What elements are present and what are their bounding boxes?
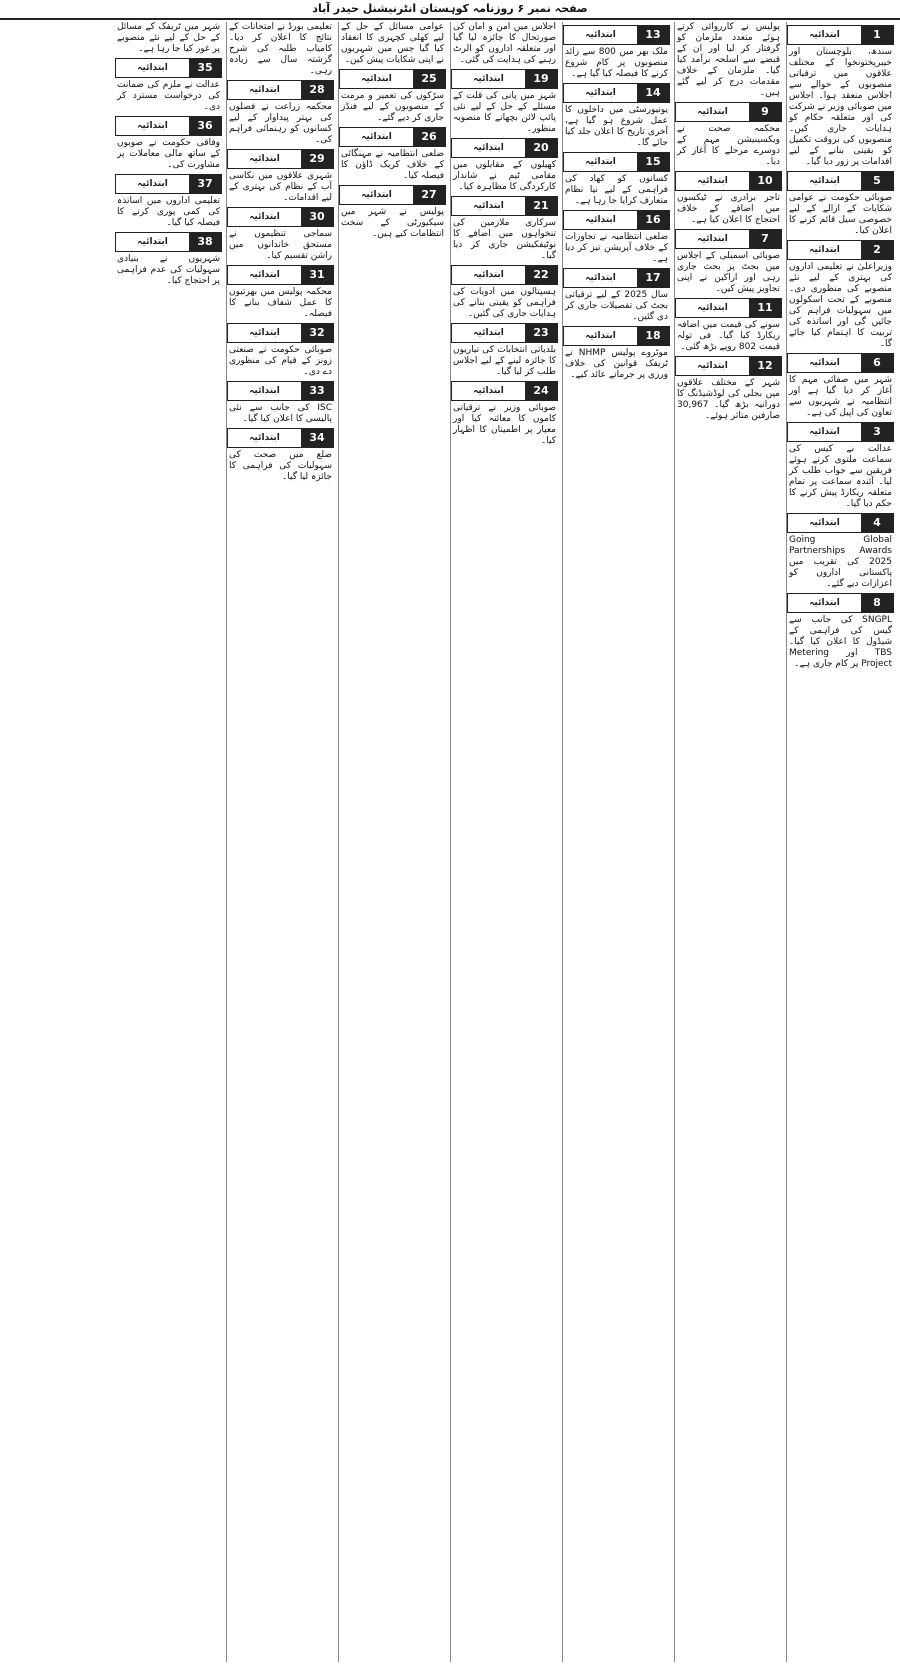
column-c3 [562,22,670,1662]
article-number-badge: 6 [861,354,893,372]
article-number-badge: 5 [861,172,893,190]
article-text: صوبائی حکومت نے صنعتی زونز کے قیام کی منظوری دے دی۔ [229,345,332,377]
article-header [227,207,334,227]
article-number-badge: 15 [637,153,669,171]
article-number-badge: 25 [413,70,445,88]
article-header [563,83,670,103]
news-columns [6,22,894,1662]
article-text: صوبائی حکومت نے عوامی شکایات کے ازالے کے لیے خصوصی سیل قائم کرنے کا اعلان کیا۔ [789,193,892,236]
article-text: محکمہ صحت نے ویکسینیشن مہم کے دوسرے مرحلے کا آغاز کر دیا۔ [677,124,780,167]
article-label: ابتدائیہ [249,270,280,280]
article-text: سرکاری ملازمین کی تنخواہوں میں اضافے کا نوٹیفکیشن جاری کر دیا گیا۔ [453,218,556,261]
article-number-badge: 14 [637,84,669,102]
article-number-badge: 10 [749,172,781,190]
article-header [339,69,446,89]
article-label: ابتدائیہ [697,176,728,186]
article-header [451,196,558,216]
article-text: تاجر برادری نے ٹیکسوں میں اضافے کے خلاف احتجاج کا اعلان کیا ہے۔ [677,193,780,225]
article-label: ابتدائیہ [697,303,728,313]
article-number-badge: 11 [749,299,781,317]
article-header [563,210,670,230]
article-number-badge: 34 [301,429,333,447]
article-number-badge: 24 [525,382,557,400]
article-header [339,185,446,205]
article-label: ابتدائیہ [809,30,840,40]
article-text: بلدیاتی انتخابات کی تیاریوں کا جائزہ لینے کے لیے اجلاس طلب کر لیا گیا۔ [453,345,556,377]
article-label: ابتدائیہ [697,107,728,117]
article-text: سونے کی قیمت میں اضافہ ریکارڈ کیا گیا۔ فی تولہ قیمت 802 روپے بڑھ گئی۔ [677,320,780,352]
article-header [563,152,670,172]
article-label: ابتدائیہ [473,143,504,153]
article-number-badge: 2 [861,241,893,259]
column-c2 [674,22,782,1662]
article-header [227,381,334,401]
article-number-badge: 17 [637,269,669,287]
article-label: ابتدائیہ [697,361,728,371]
article-text: تعلیمی اداروں میں اساتذہ کی کمی پوری کرنے کا فیصلہ کیا گیا۔ [117,196,220,228]
article-label: ابتدائیہ [137,63,168,73]
article-text: محکمہ زراعت نے فصلوں کی بہتر پیداوار کے لیے کسانوں کو رہنمائی فراہم کی۔ [229,102,332,145]
article-number-badge: 23 [525,324,557,342]
article-header [787,422,894,442]
article-header [787,240,894,260]
article-number-badge: 9 [749,103,781,121]
article-number-badge: 29 [301,150,333,168]
article-label: ابتدائیہ [809,358,840,368]
article-text: وزیراعلیٰ نے تعلیمی اداروں کی بہتری کے لیے نئے منصوبے کی منظوری دی۔ منصوبے کے تحت اسکولوں میں سہولیات فراہم کی جائیں گی اور اساتذہ کی تربیت کا اہتمام کیا جائے گا۔ [789,262,892,349]
article-header [675,229,782,249]
article-text: صوبائی اسمبلی کے اجلاس میں بجٹ پر بحث جاری رہی اور اراکین نے اپنی تجاویز پیش کیں۔ [677,251,780,294]
article-text: ہسپتالوں میں ادویات کی فراہمی کو یقینی بنانے کی ہدایات جاری کی گئیں۔ [453,287,556,319]
article-label: ابتدائیہ [137,121,168,131]
article-label: ابتدائیہ [809,598,840,608]
article-header [451,323,558,343]
article-label: ابتدائیہ [697,234,728,244]
article-text: محکمہ پولیس میں بھرتیوں کا عمل شفاف بنانے کا فیصلہ۔ [229,287,332,319]
article-text: شہریوں نے بنیادی سہولیات کی عدم فراہمی پر احتجاج کیا۔ [117,254,220,286]
article-text: عدالت نے کیس کی سماعت ملتوی کرتے ہوئے فریقین سے جواب طلب کر لیا۔ آئندہ سماعت پر تمام متعلقہ ریکارڈ پیش کرنے کا حکم دیا گیا۔ [789,444,892,509]
article-number-badge: 26 [413,128,445,146]
article-label: ابتدائیہ [361,132,392,142]
article-label: ابتدائیہ [585,157,616,167]
article-text: پولیس نے شہر میں سیکیورٹی کے سخت انتظامات کیے ہیں۔ [341,207,444,239]
page-masthead: صفحہ نمبر ۶ روزنامہ کوہستان انٹرنیشنل حیدر آباد [0,0,900,20]
article-header [787,353,894,373]
article-header [339,127,446,147]
column-c7 [115,22,222,1662]
article-label: ابتدائیہ [249,386,280,396]
article-label: ابتدائیہ [473,201,504,211]
article-text: عوامی مسائل کے حل کے لیے کھلی کچہری کا انعقاد کیا گیا جس میں شہریوں نے اپنی شکایات پیش کیں۔ [341,22,444,65]
article-label: ابتدائیہ [249,212,280,222]
article-header [115,232,222,252]
article-number-badge: 36 [189,117,221,135]
article-number-badge: 13 [637,26,669,44]
column-c5 [338,22,446,1662]
article-number-badge: 20 [525,139,557,157]
article-text: شہر میں پانی کی قلت کے مسئلے کے حل کے لیے نئی پائپ لائن بچھانے کا منصوبہ منظور۔ [453,91,556,134]
article-text: Going Global Partnerships Awards 2025 کی تقریب میں پاکستانی اداروں کو اعزازات دیے گئے۔ [789,535,892,589]
article-label: ابتدائیہ [473,386,504,396]
article-header [675,356,782,376]
article-number-badge: 16 [637,211,669,229]
article-text: وفاقی حکومت نے صوبوں کے ساتھ مالی معاملات پر مشاورت کی۔ [117,138,220,170]
article-number-badge: 28 [301,81,333,99]
article-label: ابتدائیہ [585,88,616,98]
article-label: ابتدائیہ [137,237,168,247]
article-label: ابتدائیہ [249,85,280,95]
article-number-badge: 38 [189,233,221,251]
article-header [227,265,334,285]
article-text: شہر میں ٹریفک کے مسائل کے حل کے لیے نئے منصوبے پر غور کیا جا رہا ہے۔ [117,22,220,54]
article-header [451,265,558,285]
article-number-badge: 30 [301,208,333,226]
article-number-badge: 19 [525,70,557,88]
article-text: ضلع میں صحت کی سہولیات کی فراہمی کا جائزہ لیا گیا۔ [229,450,332,482]
article-text: شہر کے مختلف علاقوں میں بجلی کی لوڈشیڈنگ کا دورانیہ بڑھ گیا۔ 30,967 صارفین متاثر ہوئے۔ [677,378,780,421]
article-text: عدالت نے ملزم کی ضمانت کی درخواست مسترد کر دی۔ [117,80,220,112]
article-number-badge: 35 [189,59,221,77]
article-number-badge: 27 [413,186,445,204]
column-c4 [450,22,558,1662]
article-label: ابتدائیہ [585,30,616,40]
article-text: شہر میں صفائی مہم کا آغاز کر دیا گیا ہے اور انتظامیہ نے شہریوں سے تعاون کی اپیل کی ہے۔ [789,375,892,418]
article-label: ابتدائیہ [249,154,280,164]
article-header [227,149,334,169]
article-header [227,80,334,100]
article-header [451,69,558,89]
article-text: سندھ، بلوچستان اور خیبرپختونخوا کے مختلف علاقوں میں ترقیاتی منصوبوں کے حوالے سے اجلاس منعقد ہوا۔ اجلاس میں صوبائی وزیر نے شرکت کی اور متعلقہ حکام کو ہدایات جاری کیں۔ منصوبوں کی بروقت تکمیل کو یقینی بنانے کے لیے اقدامات پر زور دیا گیا۔ [789,47,892,167]
article-header [675,171,782,191]
article-number-badge: 32 [301,324,333,342]
article-label: ابتدائیہ [361,74,392,84]
article-header [115,116,222,136]
article-text: صوبائی وزیر نے ترقیاتی کاموں کا معائنہ کیا اور معیار پر اطمینان کا اظہار کیا۔ [453,403,556,446]
article-text: سال 2025 کے لیے ترقیاتی بجٹ کی تفصیلات جاری کر دی گئیں۔ [565,290,669,322]
article-text: ضلعی انتظامیہ نے مہنگائی کے خلاف کریک ڈاؤن کا فیصلہ کیا۔ [341,149,444,181]
article-label: ابتدائیہ [473,328,504,338]
article-number-badge: 31 [301,266,333,284]
article-number-badge: 8 [861,594,893,612]
article-header [227,323,334,343]
article-header [451,138,558,158]
article-text: شہری علاقوں میں نکاسی آب کے نظام کی بہتری کے لیے اقدامات۔ [229,171,332,203]
article-number-badge: 7 [749,230,781,248]
article-text: ضلعی انتظامیہ نے تجاوزات کے خلاف آپریشن تیز کر دیا ہے۔ [565,232,668,264]
article-label: ابتدائیہ [473,270,504,280]
article-text: موٹروے پولیس NHMP نے ٹریفک قوانین کی خلاف ورزی پر جرمانے عائد کیے۔ [565,348,668,380]
article-header [563,268,670,288]
article-label: ابتدائیہ [361,190,392,200]
article-text: پولیس نے کارروائی کرتے ہوئے متعدد ملزمان کو گرفتار کر لیا اور ان کے قبضے سے اسلحہ برآمد کیا گیا۔ ملزمان کے خلاف مقدمات درج کر لیے گئے ہیں۔ [677,22,780,98]
article-number-badge: 18 [637,327,669,345]
article-header [563,326,670,346]
article-text: ISC کی جانب سے نئی پالیسی کا اعلان کیا گیا۔ [229,403,332,424]
article-header [115,174,222,194]
article-text: سماجی تنظیموں نے مستحق خاندانوں میں راشن تقسیم کیا۔ [229,229,332,261]
article-label: ابتدائیہ [809,176,840,186]
article-header [787,513,894,533]
article-header [675,102,782,122]
article-text: کھیلوں کے مقابلوں میں مقامی ٹیم نے شاندار کارکردگی کا مظاہرہ کیا۔ [453,160,556,192]
article-label: ابتدائیہ [809,518,840,528]
article-label: ابتدائیہ [809,245,840,255]
article-number-badge: 37 [189,175,221,193]
article-label: ابتدائیہ [249,433,280,443]
article-text: تعلیمی بورڈ نے امتحانات کے نتائج کا اعلان کر دیا۔ کامیاب طلبہ کی شرح گزشتہ سال سے زیادہ رہی۔ [229,22,332,76]
article-header [675,298,782,318]
article-label: ابتدائیہ [585,273,616,283]
article-label: ابتدائیہ [249,328,280,338]
article-text: SNGPL کی جانب سے گیس کی فراہمی کے شیڈول کا اعلان کیا گیا۔ TBS اور Metering Project پر کام جاری ہے۔ [789,615,892,669]
article-number-badge: 12 [749,357,781,375]
article-text: سڑکوں کی تعمیر و مرمت کے منصوبوں کے لیے فنڈز جاری کر دیے گئے۔ [341,91,444,123]
article-text: کسانوں کو کھاد کی فراہمی کے لیے نیا نظام متعارف کرایا جا رہا ہے۔ [565,174,668,206]
article-text: اجلاس میں امن و امان کی صورتحال کا جائزہ لیا گیا اور متعلقہ اداروں کو الرٹ رہنے کی ہدایت کی گئی۔ [453,22,556,65]
column-c6 [226,22,334,1662]
article-header [787,593,894,613]
article-number-badge: 22 [525,266,557,284]
article-label: ابتدائیہ [809,427,840,437]
article-text: یونیورسٹی میں داخلوں کا عمل شروع ہو گیا ہے، آخری تاریخ کا اعلان جلد کیا جائے گا۔ [565,105,668,148]
article-label: ابتدائیہ [473,74,504,84]
article-label: ابتدائیہ [585,215,616,225]
article-number-badge: 3 [861,423,893,441]
article-number-badge: 1 [861,26,893,44]
article-header [115,58,222,78]
column-c1 [786,22,894,1662]
article-number-badge: 4 [861,514,893,532]
article-text: ملک بھر میں 800 سے زائد منصوبوں پر کام شروع کرنے کا فیصلہ کیا گیا ہے۔ [565,47,668,79]
article-label: ابتدائیہ [137,179,168,189]
article-header [227,428,334,448]
article-header [563,25,670,45]
article-number-badge: 21 [525,197,557,215]
article-header [451,381,558,401]
article-header [787,25,894,45]
article-header [787,171,894,191]
article-number-badge: 33 [301,382,333,400]
article-label: ابتدائیہ [585,331,616,341]
